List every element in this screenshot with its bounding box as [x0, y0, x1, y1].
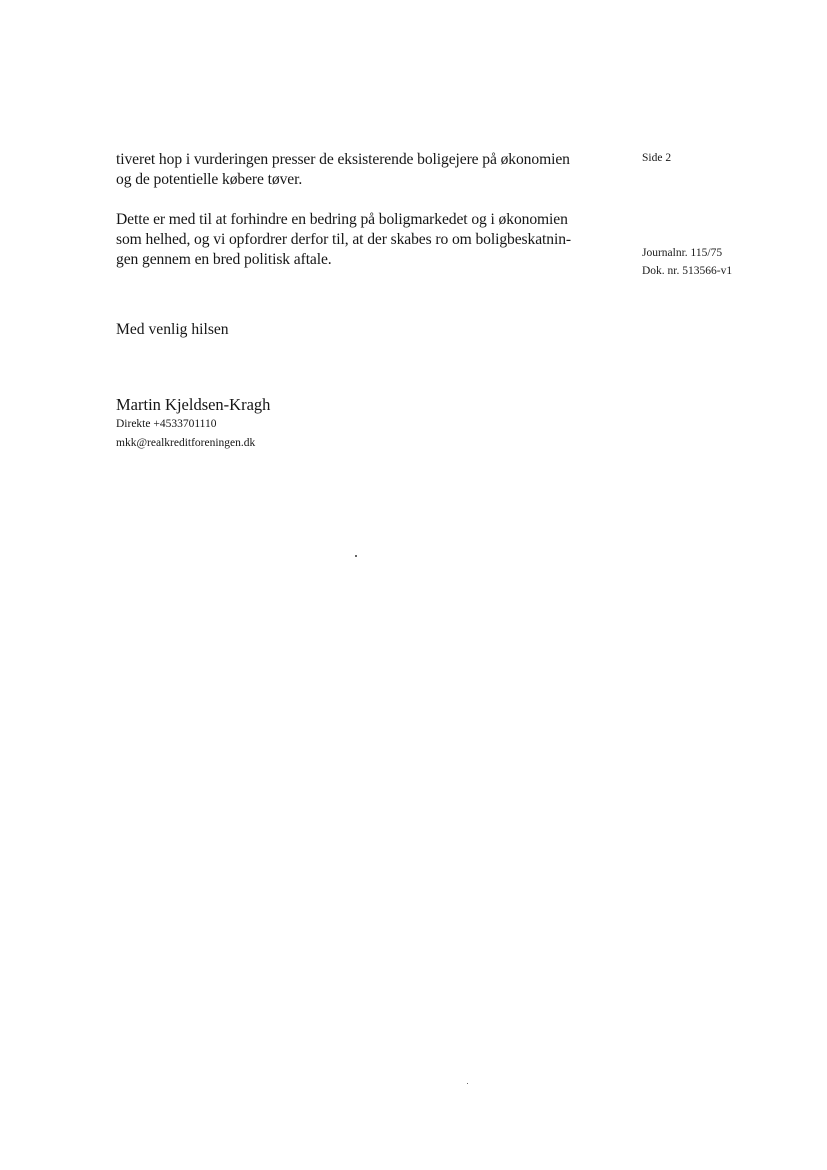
paragraph-1 — [116, 150, 616, 190]
document-number: Dok. nr. 513566-v1 — [642, 265, 733, 277]
journal-number: Journalnr. 115/75 — [642, 247, 723, 259]
scan-speck — [355, 555, 357, 557]
email-address: mkk@realkreditforeningen.dk — [116, 437, 256, 449]
page-number: Side 2 — [642, 152, 672, 164]
body-line: Dette er med til at forhindre en bedring på boligmarkedet og i økonomien — [116, 211, 568, 228]
paragraph-2 — [116, 210, 616, 270]
document-references — [642, 244, 732, 280]
signature-block — [116, 395, 270, 453]
signatory-name: Martin Kjeldsen-Kragh — [116, 395, 271, 414]
scan-speck — [467, 1083, 468, 1084]
letter-body — [116, 150, 616, 270]
direct-phone: Direkte +4533701110 — [116, 418, 217, 430]
body-line: og de potentielle købere tøver. — [116, 171, 303, 188]
closing-salutation: Med venlig hilsen — [116, 321, 229, 338]
body-line: gen gennem en bred politisk aftale. — [116, 251, 332, 268]
body-line: tiveret hop i vurderingen presser de eksisterende boligejere på økonomien — [116, 151, 570, 168]
body-line: som helhed, og vi opfordrer derfor til, at der skabes ro om boligbeskatnin- — [116, 231, 571, 248]
